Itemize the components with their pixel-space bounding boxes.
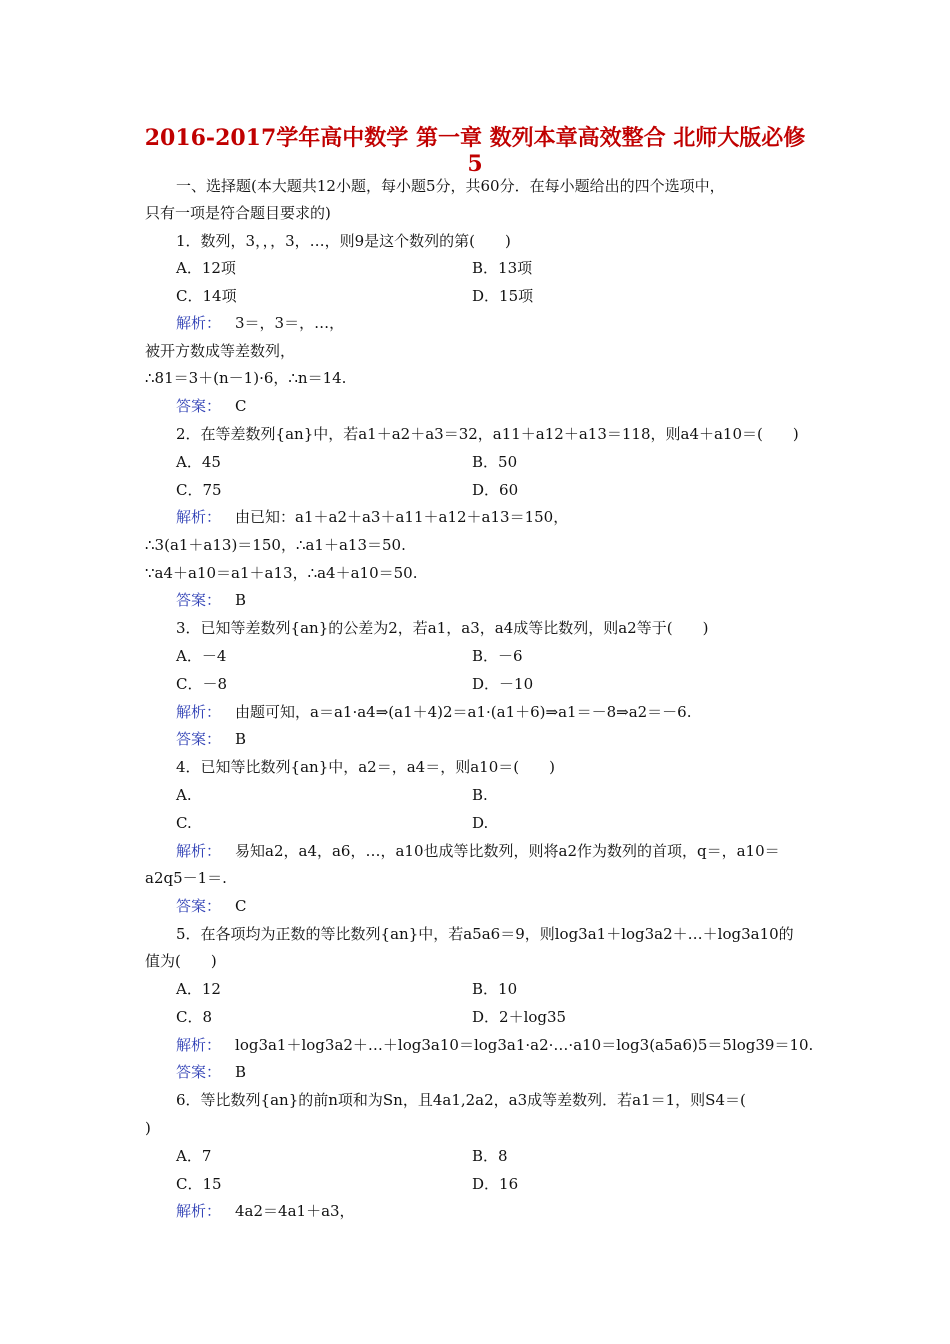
- question-5-option-b: B．10: [472, 980, 518, 998]
- answer-value: B: [235, 591, 247, 609]
- question-2-solution-line-2: ∴3(a1＋a13)＝150，∴a1＋a13＝50.: [145, 536, 406, 554]
- question-2-option-d: D．60: [472, 481, 519, 499]
- answer-label: 答案：: [176, 397, 222, 415]
- question-2-answer: [176, 590, 246, 610]
- solution-text: 由题可知，a＝a1·a4⇒(a1＋4)2＝a1·(a1＋6)⇒a1＝－8⇒a2＝－6.: [235, 703, 692, 721]
- answer-label: 答案：: [176, 591, 222, 609]
- question-1-option-b: B．13项: [472, 259, 533, 277]
- answer-value: C: [235, 397, 247, 415]
- analysis-label: 解析：: [176, 1036, 222, 1054]
- question-4-option-c: C.: [176, 814, 192, 832]
- analysis-label: 解析：: [176, 314, 222, 332]
- question-1-stem: 1．数列，3，，，3，…，则9是这个数列的第( ): [176, 232, 511, 250]
- answer-value: C: [235, 897, 247, 915]
- question-5-stem-line-1: 5．在各项均为正数的等比数列{an}中，若a5a6＝9，则log3a1＋log3a2＋…＋log3a10的: [176, 925, 794, 943]
- question-1-solution-line-1: [176, 313, 344, 333]
- solution-text: 4a2＝4a1＋a3，: [235, 1202, 355, 1220]
- question-3-option-c: C．－8: [176, 675, 228, 693]
- question-4-stem: 4．已知等比数列{an}中，a2＝，a4＝，则a10＝( ): [176, 758, 555, 776]
- question-2-stem: 2．在等差数列{an}中，若a1＋a2＋a3＝32，a11＋a12＋a13＝118，则a4＋a10＝( ): [176, 425, 799, 443]
- document-title-line-1: 2016-2017学年高中数学 第一章 数列本章高效整合 北师大版必修: [144, 125, 806, 151]
- answer-value: B: [235, 730, 247, 748]
- question-6-stem-line-2: ): [145, 1119, 151, 1137]
- question-1-answer: [176, 396, 247, 416]
- question-3-option-d: D．－10: [472, 675, 534, 693]
- solution-text: 由已知：a1＋a2＋a3＋a11＋a12＋a13＝150，: [235, 508, 569, 526]
- question-1-option-a: A．12项: [176, 259, 236, 277]
- question-6-stem-line-1: 6．等比数列{an}的前n项和为Sn，且4a1,2a2，a3成等差数列．若a1＝1，则S4＝(: [176, 1091, 746, 1109]
- question-3-stem: 3．已知等差数列{an}的公差为2，若a1，a3，a4成等比数列，则a2等于( ): [176, 619, 709, 637]
- question-4-solution-line-2: a2q5－1＝.: [145, 869, 227, 887]
- question-3-option-b: B．－6: [472, 647, 523, 665]
- question-2-solution-line-3: ∵a4＋a10＝a1＋a13，∴a4＋a10＝50.: [145, 564, 418, 582]
- question-6-option-d: D．16: [472, 1175, 519, 1193]
- question-3-answer: [176, 729, 246, 749]
- analysis-label: 解析：: [176, 508, 222, 526]
- question-5-solution-line-1: [176, 1035, 813, 1055]
- question-5-stem-line-2: 值为( ): [145, 952, 217, 970]
- question-6-option-c: C．15: [176, 1175, 222, 1193]
- question-5-answer: [176, 1062, 246, 1082]
- question-4-option-a: A.: [176, 786, 192, 804]
- answer-label: 答案：: [176, 1063, 222, 1081]
- question-1-solution-line-2: 被开方数成等差数列，: [145, 342, 296, 360]
- question-4-answer: [176, 896, 247, 916]
- section-heading-line-1: 一、选择题(本大题共12小题，每小题5分，共60分．在每小题给出的四个选项中，: [176, 177, 725, 195]
- question-5-option-d: D．2＋log35: [472, 1008, 567, 1026]
- answer-value: B: [235, 1063, 247, 1081]
- question-3-solution-line-1: [176, 702, 692, 722]
- question-6-solution-line-1: [176, 1201, 355, 1221]
- question-5-option-c: C．8: [176, 1008, 213, 1026]
- question-6-option-a: A．7: [176, 1147, 212, 1165]
- question-5-option-a: A．12: [176, 980, 221, 998]
- solution-text: log3a1＋log3a2＋…＋log3a10＝log3a1·a2·…·a10＝log3(a5a6)5＝5log39＝10.: [235, 1036, 814, 1054]
- question-3-option-a: A．－4: [176, 647, 227, 665]
- question-1-option-c: C．14项: [176, 287, 237, 305]
- solution-text: 3＝，3＝，…，: [235, 314, 345, 332]
- question-6-option-b: B．8: [472, 1147, 508, 1165]
- question-2-option-b: B．50: [472, 453, 518, 471]
- question-1-option-d: D．15项: [472, 287, 534, 305]
- analysis-label: 解析：: [176, 842, 222, 860]
- question-4-option-d: D.: [472, 814, 489, 832]
- document-title-line-2: 5: [467, 151, 483, 177]
- answer-label: 答案：: [176, 897, 222, 915]
- solution-text: 易知a2，a4，a6，…，a10也成等比数列，则将a2作为数列的首项，q＝，a10＝: [235, 842, 780, 860]
- question-4-solution-line-1: [176, 841, 780, 861]
- question-2-option-c: C．75: [176, 481, 222, 499]
- question-2-option-a: A．45: [176, 453, 221, 471]
- analysis-label: 解析：: [176, 1202, 222, 1220]
- question-4-option-b: B.: [472, 786, 488, 804]
- analysis-label: 解析：: [176, 703, 222, 721]
- question-2-solution-line-1: [176, 507, 568, 527]
- question-1-solution-line-3: ∴81＝3＋(n－1)·6，∴n＝14.: [145, 369, 347, 387]
- section-heading-line-2: 只有一项是符合题目要求的): [145, 204, 331, 222]
- answer-label: 答案：: [176, 730, 222, 748]
